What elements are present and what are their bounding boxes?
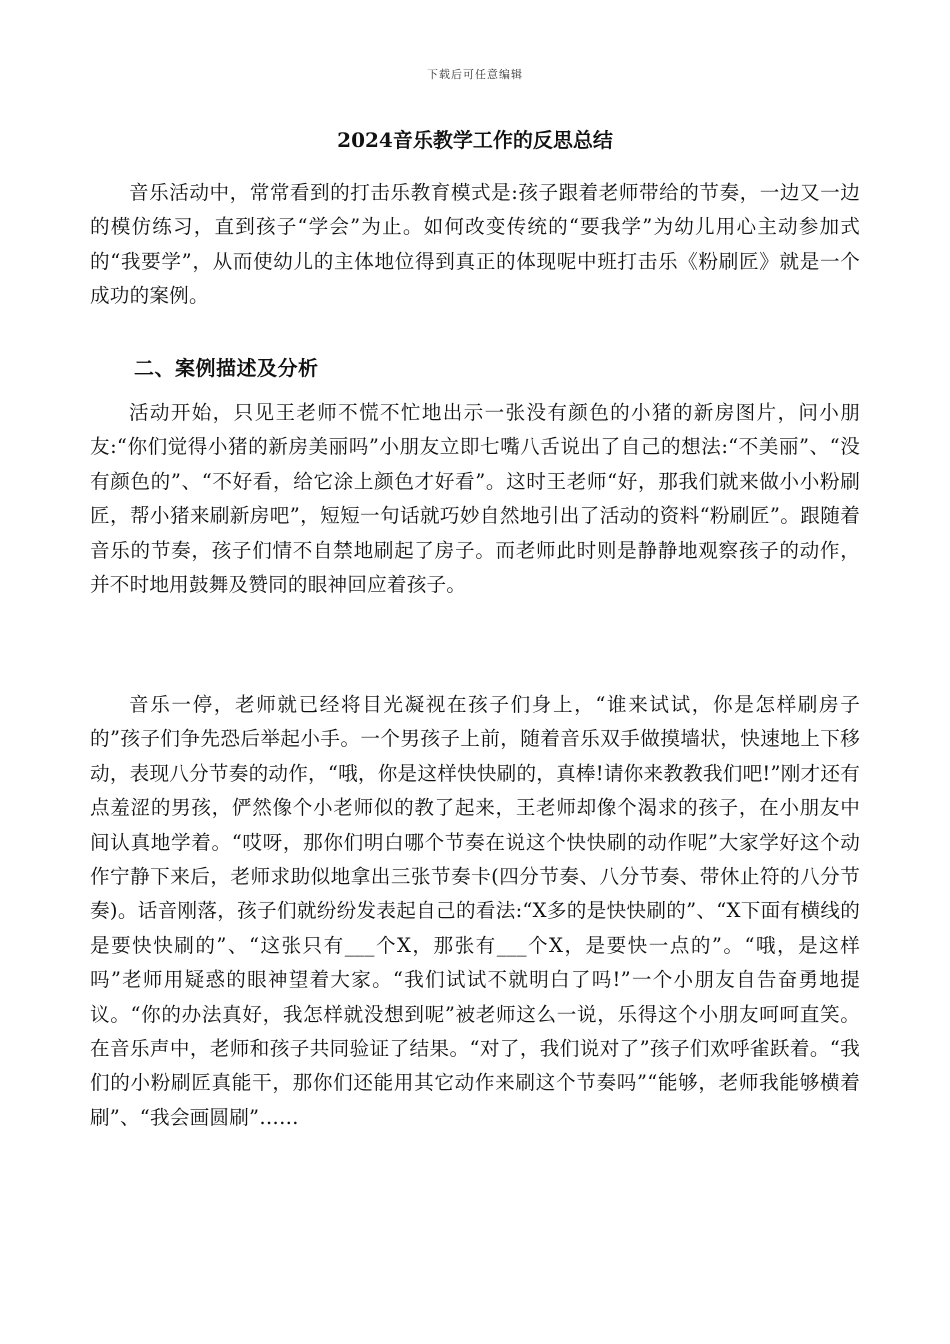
body-paragraph-2: 活动开始，只见王老师不慌不忙地出示一张没有颜色的小猪的新房图片，问小朋友:“你们觉得小猪的新房美丽吗”小朋友立即七嘴八舌说出了自己的想法:“不美丽”、“没有颜色的”、“不好看，给它涂上颜色才好看”。这时王老师“好，那我们就来做小小粉刷匠，帮小猪来刷新房吧”，短短一句话就巧妙自然地引出了活动的资料“粉刷匠”。跟随着音乐的节奏，孩子们情不自禁地刷起了房子。而老师此时则是静静地观察孩子的动作，并不时地用鼓舞及赞同的眼神回应着孩子。: [90, 401, 860, 597]
section-heading: 二、案例描述及分析: [134, 356, 319, 380]
body-paragraph-3: 音乐一停，老师就已经将目光凝视在孩子们身上，“谁来试试，你是怎样刷房子的”孩子们争先恐后举起小手。一个男孩子上前，随着音乐双手做摸墙状，快速地上下移动，表现八分节奏的动作，“哦，你是这样快快刷的，真棒!请你来教教我们吧!”刚才还有点羞涩的男孩，俨然像个小老师似的教了起来，王老师却像个渴求的孩子，在小朋友中间认真地学着。“哎呀，那你们明白哪个节奏在说这个快快刷的动作呢”大家学好这个动作宁静下来后，老师求助似地拿出三张节奏卡(四分节奏、八分节奏、带休止符的八分节奏)。话音刚落，孩子们就纷纷发表起自己的看法:“X多的是快快刷的”、“X下面有横线的是要快快刷的”、“这张只有___个X，那张有___个X，是要快一点的”。“哦，是这样吗”老师用疑惑的眼神望着大家。“我们试试不就明白了吗!”一个小朋友自告奋勇地提议。“你的办法真好，我怎样就没想到呢”被老师这么一说，乐得这个小朋友呵呵直笑。在音乐声中，老师和孩子共同验证了结果。“对了，我们说对了”孩子们欢呼雀跃着。“我们的小粉刷匠真能干，那你们还能用其它动作来刷这个节奏吗”“能够，老师我能够横着刷”、“我会画圆刷”……: [90, 693, 860, 1129]
intro-paragraph: 音乐活动中，常常看到的打击乐教育模式是:孩子跟着老师带给的节奏，一边又一边的模仿练习，直到孩子“学会”为止。如何改变传统的“要我学”为幼儿用心主动参加式的“我要学”，从而使幼儿的主体地位得到真正的体现呢中班打击乐《粉刷匠》就是一个成功的案例。: [90, 181, 860, 308]
header-note: 下载后可任意编辑: [427, 68, 523, 81]
document-title: 2024音乐教学工作的反思总结: [337, 128, 613, 152]
